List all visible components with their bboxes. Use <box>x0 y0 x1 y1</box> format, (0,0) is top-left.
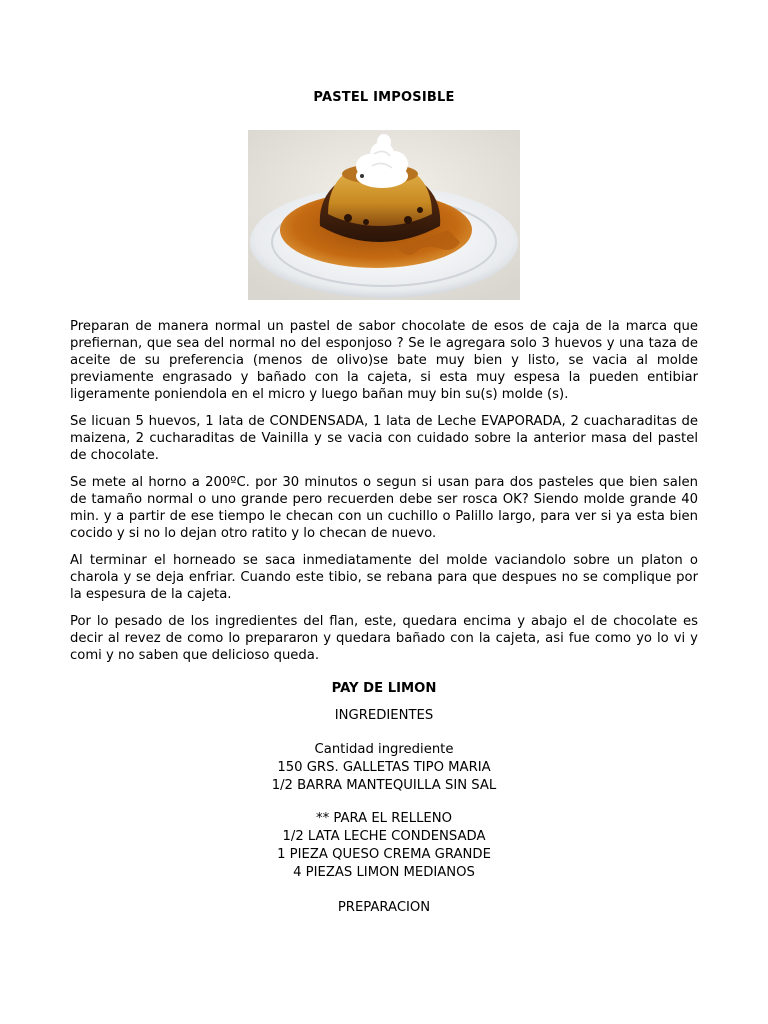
paragraph: Se licuan 5 huevos, 1 lata de CONDENSADA, 1 lata de Leche EVAPORADA, 2 cuacharaditas de maizena, 2 cucharaditas de Vainilla y se vacia con cuidado sobre la anterior masa del pastel de chocolate. <box>70 414 698 463</box>
filling-ingredients-list <box>0 810 768 882</box>
recipe-title-pastel-imposible: PASTEL IMPOSIBLE <box>313 90 455 105</box>
ingredient-line: 1/2 LATA LECHE CONDENSADA <box>282 829 486 844</box>
base-ingredients-list <box>0 741 768 795</box>
recipe-body <box>70 318 698 674</box>
chocolate-crumb <box>404 216 412 224</box>
ingredient-line: 1/2 BARRA MANTEQUILLA SIN SAL <box>271 778 497 793</box>
ingredient-line: 1 PIEZA QUESO CREMA GRANDE <box>277 847 491 862</box>
ingredient-line: Cantidad ingrediente <box>314 742 454 757</box>
ingredient-line: 150 GRS. GALLETAS TIPO MARIA <box>277 760 491 775</box>
paragraph: Se mete al horno a 200ºC. por 30 minutos o segun si usan para dos pasteles que bien salen de tamaño normal o uno grande pero recuerden debe ser rosca OK? Siendo molde grande 40 min. y a partir de ese tiempo le checan con un cuchillo o Palillo largo, para ver si ya esta bien cocido y si no lo dejan otro ratito y lo checan de nuevo. <box>70 475 698 541</box>
ingredient-line: 4 PIEZAS LIMON MEDIANOS <box>293 865 475 880</box>
chocolate-crumb <box>363 219 369 225</box>
ingredients-heading: INGREDIENTES <box>334 708 434 723</box>
chocolate-crumb <box>417 207 423 213</box>
chocolate-crumb <box>344 214 352 222</box>
paragraph: Por lo pesado de los ingredientes del flan, este, quedara encima y abajo el de chocolate es decir al revez de como lo prepararon y quedara bañado con la cajeta, asi fue como yo lo vi y comi y no saben que delicioso queda. <box>70 614 698 663</box>
preparation-heading: PREPARACION <box>337 900 431 915</box>
flan-cake-photo <box>248 130 520 300</box>
ingredient-line: ** PARA EL RELLENO <box>316 811 452 826</box>
paragraph: Preparan de manera normal un pastel de sabor chocolate de esos de caja de la marca que prefiernan, que sea del normal no del esponjoso ? Se le agregara solo 3 huevos y una taza de aceite de su preferencia (menos de olivo)se bate muy bien y listo, se vacia al molde previamente engrasado y bañado con la cajeta, si esta muy espesa la pueden entibiar ligeramente poniendola en el micro y luego bañan muy bin su(s) molde (s). <box>70 319 698 402</box>
paragraph: Al terminar el horneado se saca inmediatamente del molde vaciandolo sobre un platon o charola y se deja enfriar. Cuando este tibio, se rebana para que despues no se complique por la espesura de la cajeta. <box>70 553 698 602</box>
recipe-title-pay-de-limon: PAY DE LIMON <box>331 681 437 696</box>
